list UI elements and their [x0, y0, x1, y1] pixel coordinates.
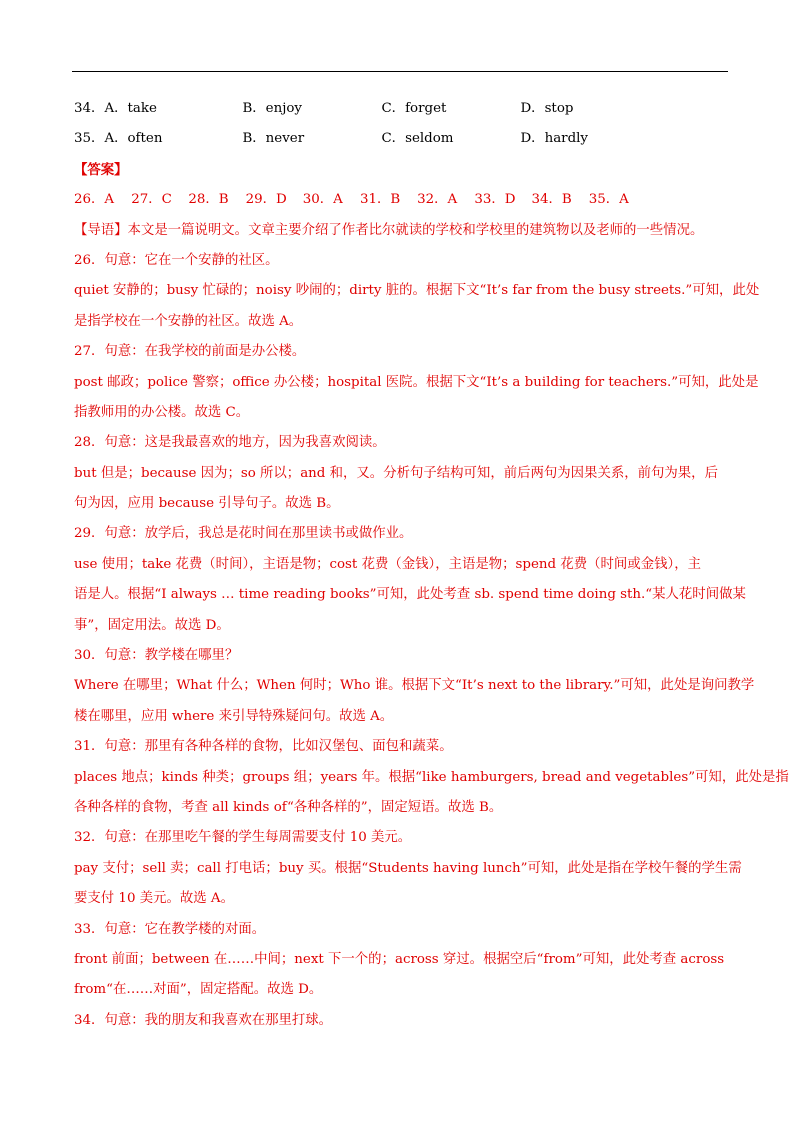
explanation-line: 26．句意：它在一个安静的社区。 [74, 252, 279, 268]
answer-item: 27．C [131, 192, 172, 208]
answer-item: 34．B [531, 192, 572, 208]
option-c: C．forget [381, 101, 447, 116]
answer-heading: 【答案】 [74, 161, 128, 178]
explanation-line: 指教师用的办公楼。故选 C。 [74, 404, 250, 420]
option-row-34 [74, 94, 734, 124]
explanation-line: 句为因，应用 because 引导句子。故选 B。 [74, 496, 340, 512]
document-body [74, 94, 789, 1036]
answer-item: 28．B [188, 192, 229, 208]
explanation-line: 语是人。根据“I always … time reading books”可知，此处考查 sb. spend time doing sth.“某人花时间做某 [74, 587, 746, 603]
option-b: B．never [242, 131, 305, 147]
explanation-line: Where 在哪里；What 什么；When 何时；Who 谁。根据下文“It’s next to the library.”可知，此处是询问教学 [74, 678, 755, 694]
explanation-line: 34．句意：我的朋友和我喜欢在那里打球。 [74, 1012, 333, 1028]
option-d: D．stop [520, 101, 574, 116]
question-number: 35． [74, 131, 105, 147]
explanation-line: 事”，固定用法。故选 D。 [74, 617, 230, 633]
guide-paragraph: 【导语】本文是一篇说明文。文章主要介绍了作者比尔就读的学校和学校里的建筑物以及老师的一些情况。 [74, 222, 704, 238]
answer-key-row [74, 185, 734, 215]
explanation-line: 27．句意：在我学校的前面是办公楼。 [74, 344, 306, 360]
option-a: A．take [104, 101, 157, 116]
explanation-line: 楼在哪里，应用 where 来引导特殊疑问句。故选 A。 [74, 708, 394, 724]
option-c: C．seldom [381, 131, 454, 147]
answer-item: 32．A [417, 192, 458, 208]
explanation-line: 33．句意：它在教学楼的对面。 [74, 921, 266, 937]
explanation-line: 是指学校在一个安静的社区。故选 A。 [74, 313, 303, 329]
explanation-line: but 但是；because 因为；so 所以；and 和，又。分析句子结构可知，前后两句为因果关系，前句为果，后 [74, 465, 718, 481]
explanation-line: 30．句意：教学楼在哪里？ [74, 648, 239, 664]
answer-item: 31．B [359, 192, 401, 208]
option-row-35 [74, 124, 734, 154]
explanation-line: use 使用；take 花费（时间），主语是物；cost 花费（金钱），主语是物；spend 花费（时间或金钱），主 [74, 556, 701, 572]
explanation-line: 32．句意：在那里吃午餐的学生每周需要支付 10 美元。 [74, 830, 412, 846]
option-b: B．enjoy [242, 101, 302, 116]
answer-item: 30．A [302, 192, 343, 208]
option-d: D．hardly [520, 131, 588, 147]
question-number: 34． [74, 101, 105, 116]
answer-item: 29．D [245, 192, 287, 208]
explanation-line: from“在……对面”，固定搭配。故选 D。 [74, 982, 323, 998]
explanation-line: pay 支付；sell 卖；call 打电话；buy 买。根据“Students having lunch”可知，此处是指在学校午餐的学生需 [74, 860, 742, 876]
explanation-line: 31．句意：那里有各种各样的食物，比如汉堡包、面包和蔬菜。 [74, 739, 453, 755]
answer-item: 33．D [474, 192, 516, 208]
explanation-line: places 地点；kinds 种类；groups 组；years 年。根据“like hamburgers, bread and vegetables”可知，此处是指 [74, 769, 789, 785]
explanation-line: post 邮政；police 警察；office 办公楼；hospital 医院。根据下文“It’s a building for teachers.”可知，此处是 [74, 374, 759, 390]
explanation-line: 要支付 10 美元。故选 A。 [74, 891, 234, 907]
option-a: A．often [104, 131, 163, 147]
explanation-line: 29．句意：放学后，我总是花时间在那里读书或做作业。 [74, 526, 413, 542]
explanation-line: quiet 安静的；busy 忙碌的；noisy 吵闹的；dirty 脏的。根据下文“It’s far from the busy streets.”可知，此处 [74, 283, 760, 299]
explanation-line: front 前面；between 在……中间；next 下一个的；across 穿过。根据空后“from”可知，此处考查 across [74, 951, 725, 967]
answer-item: 26．A [74, 192, 115, 208]
header-rule [72, 71, 728, 72]
explanation-line: 各种各样的食物，考查 all kinds of“各种各样的”，固定短语。故选 B。 [74, 799, 503, 815]
answer-item: 35．A [588, 192, 629, 208]
explanation-line: 28．句意：这是我最喜欢的地方，因为我喜欢阅读。 [74, 435, 386, 451]
